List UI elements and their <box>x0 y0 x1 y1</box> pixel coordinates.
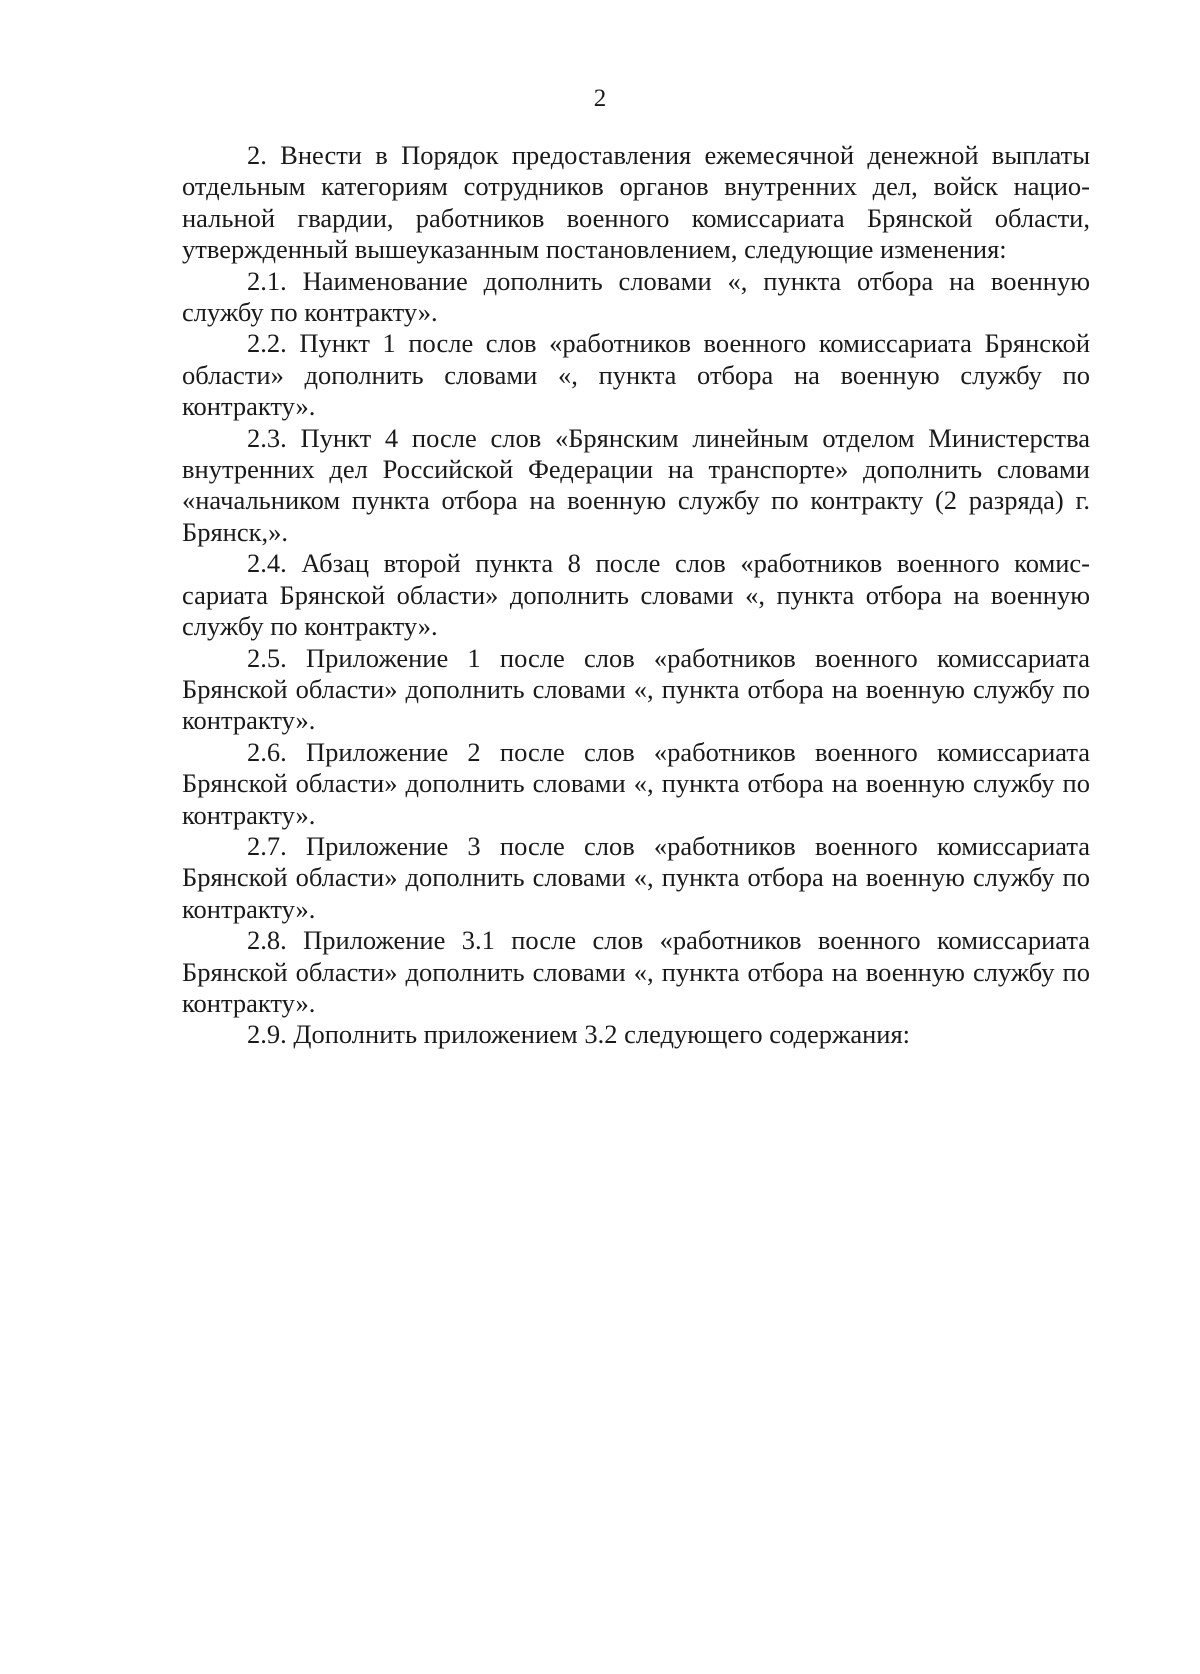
paragraph-2-8: 2.8. Приложение 3.1 после слов «работников военного комиссариата Брянской области» дополнить словами «, пункта отбора на военную службу по контракту». <box>182 925 1090 1018</box>
document-body <box>182 140 1090 1051</box>
paragraph-2-5: 2.5. Приложение 1 после слов «работников военного комиссариата Брянской области» дополнить словами «, пункта отбора на военную службу по контракту». <box>182 642 1090 736</box>
page-number: 2 <box>593 85 607 112</box>
paragraph-2-4: 2.4. Абзац второй пункта 8 после слов «работников военного комиссариата Брянской области» дополнить словами «, пункта отбора на военную службу по контракту». <box>182 548 1090 642</box>
paragraph-2-3: 2.3. Пункт 4 после слов «Брянским линейным отделом Министерства внутренних дел Российской Федерации на транспорте» дополнить словами «начальником пункта отбора на военную службу по контракту (2 разряда) г. Брянск,». <box>182 422 1090 547</box>
paragraph-2-2: 2.2. Пункт 1 после слов «работников военного комиссариата Брянской области» дополнить словами «, пункта отбора на военную службу по контракту». <box>182 328 1090 422</box>
paragraph-2-9: 2.9. Дополнить приложением 3.2 следующего содержания: <box>247 1019 910 1050</box>
paragraph-2-7: 2.7. Приложение 3 после слов «работников военного комиссариата Брянской области» дополнить словами «, пункта отбора на военную службу по контракту». <box>182 830 1090 924</box>
paragraph-2-1: 2.1. Наименование дополнить словами «, пункта отбора на военную службу по контракту». <box>182 265 1090 328</box>
paragraph-2-6: 2.6. Приложение 2 после слов «работников военного комиссариата Брянской области» дополнить словами «, пункта отбора на военную службу по контракту». <box>182 736 1090 830</box>
paragraph-2: 2. Внести в Порядок предоставления ежемесячной денежной выплаты отдельным категориям сотрудников органов внутренних дел, войск национальной гвардии, работников военного комиссариата Брянской области, утвержденный вышеуказанным постановлением, следующие изменения: <box>182 140 1090 265</box>
